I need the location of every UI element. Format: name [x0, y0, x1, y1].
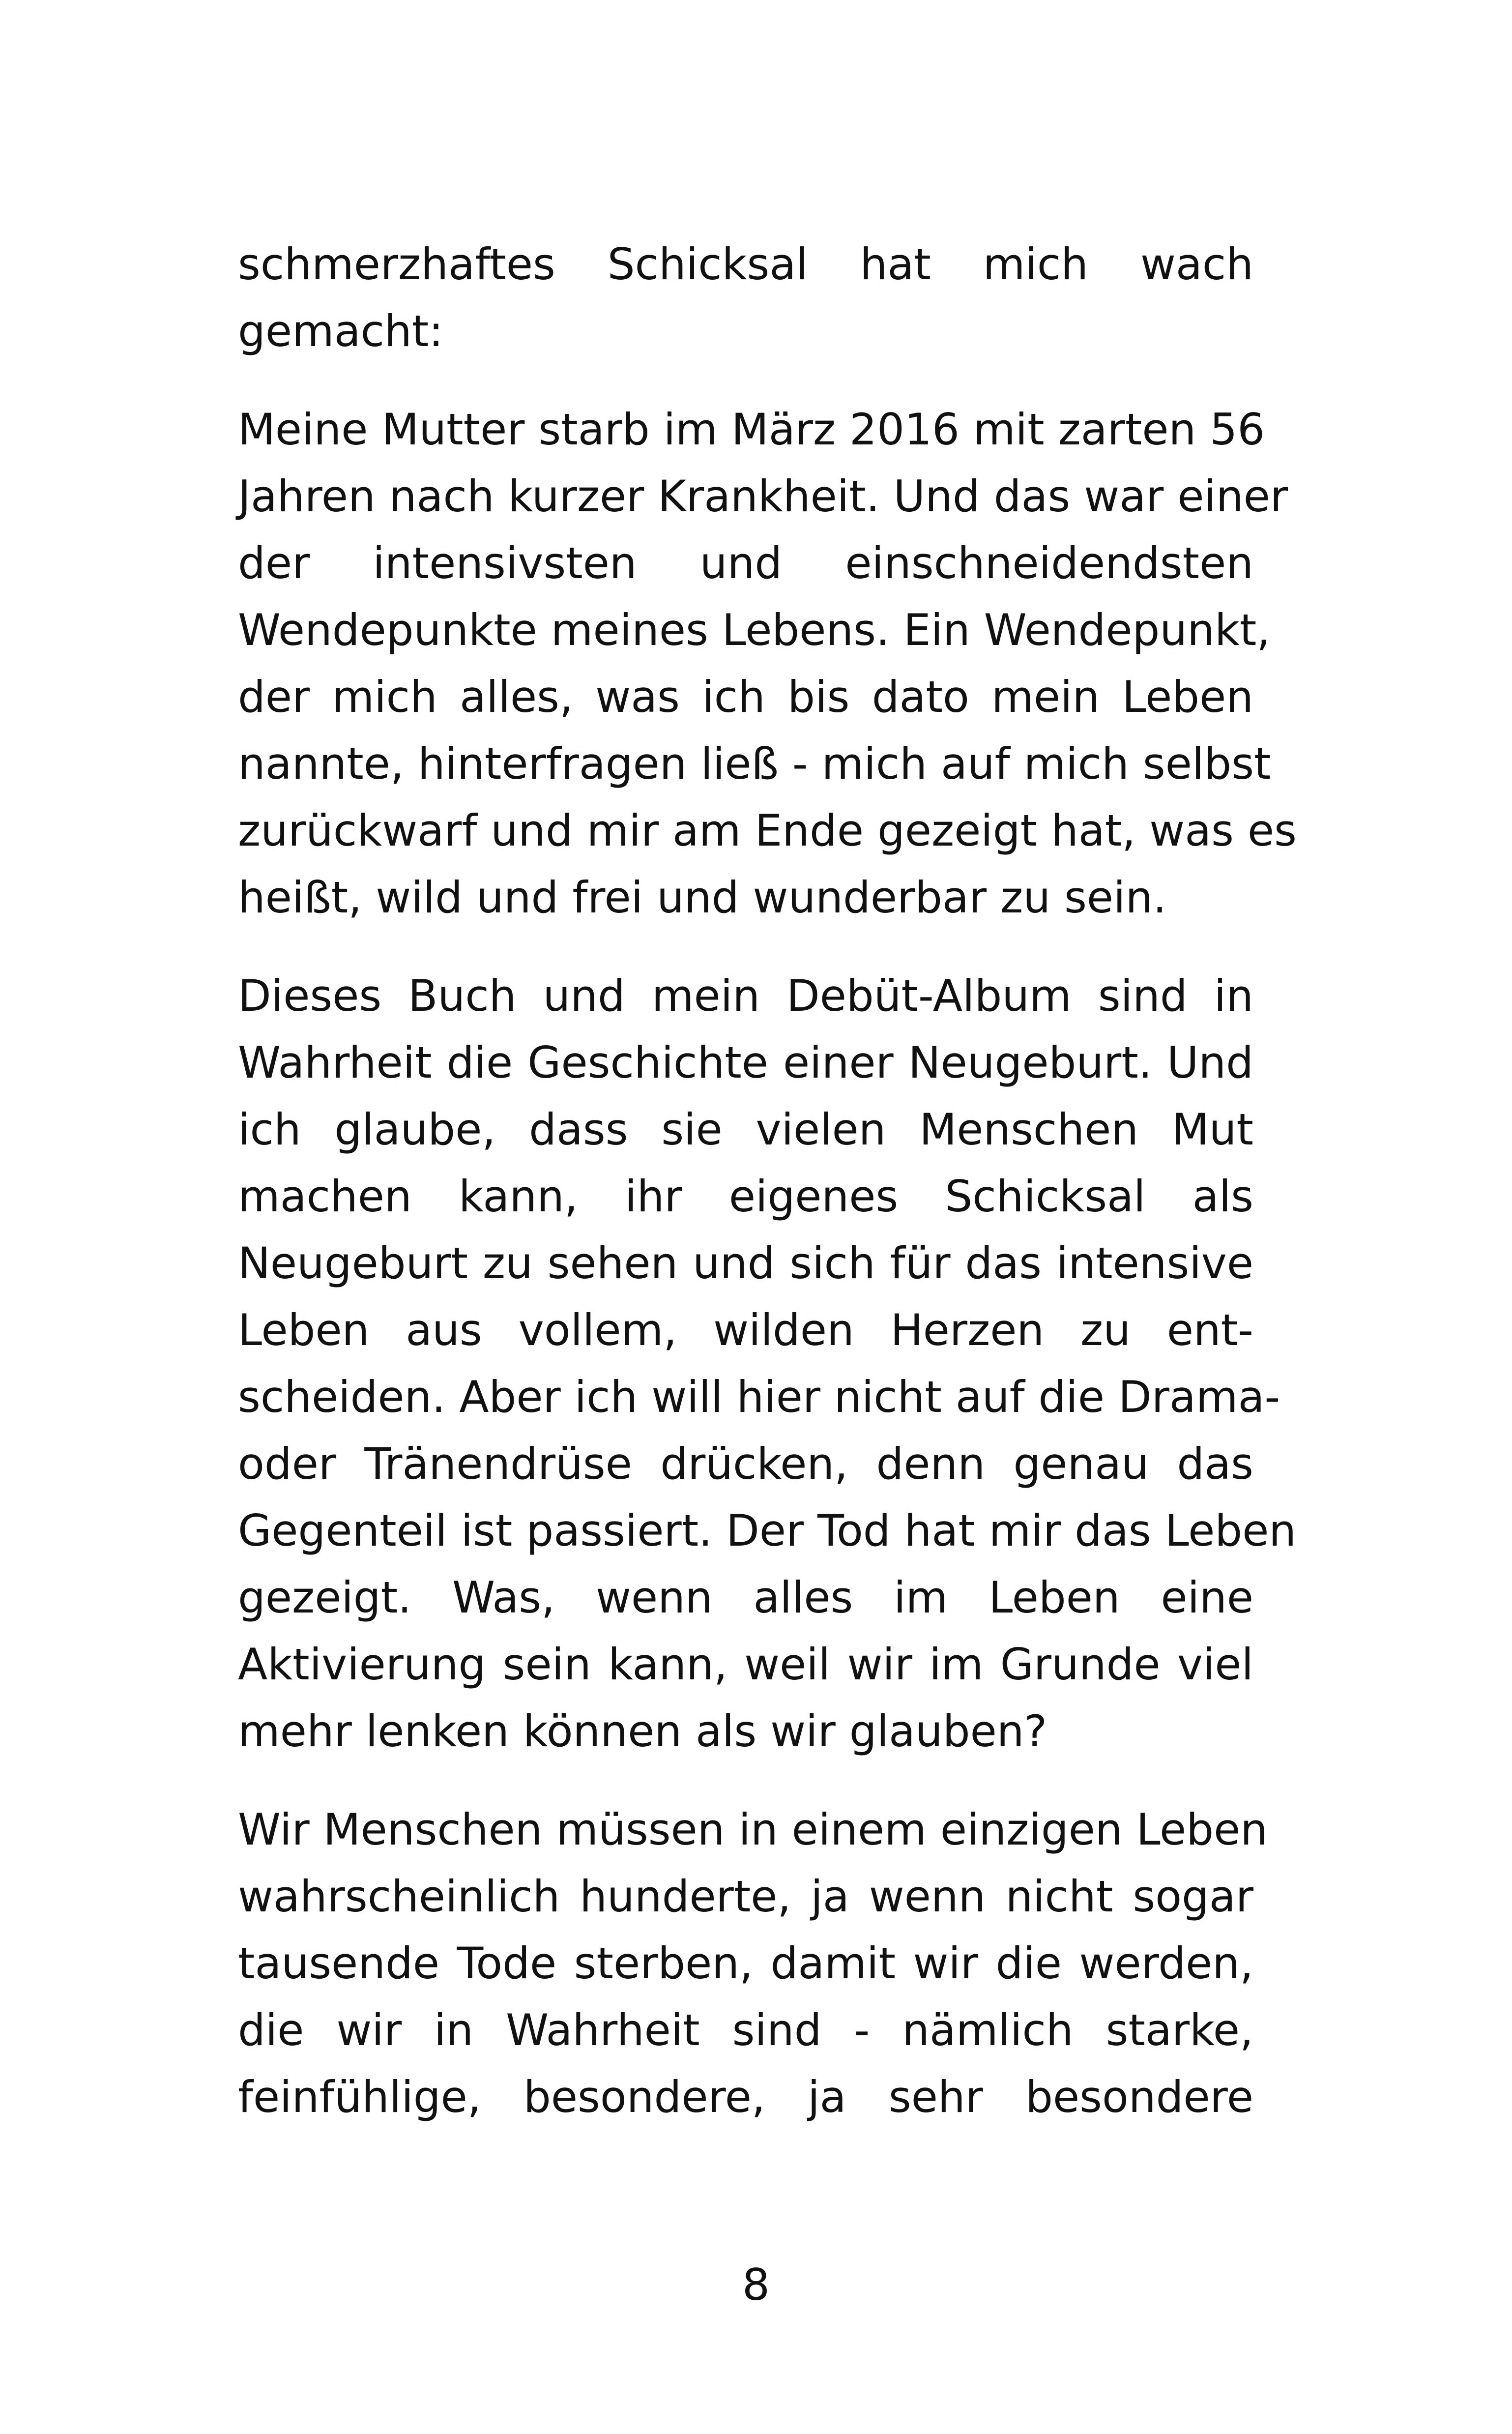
text-line: Wendepunkte meines Lebens. Ein Wendepunkt,: [238, 605, 1271, 655]
body-text: [238, 231, 1297, 2162]
text-line: Wahrheit die Geschichte einer Neugeburt. Und: [238, 1037, 1253, 1088]
paragraph: [238, 1796, 1268, 2131]
text-line: tausende Tode sterben, damit wir die werden,: [238, 1938, 1253, 1989]
text-line: Meine Mutter starb im März 2016 mit zarten 56: [238, 404, 1265, 455]
text-line: wahrscheinlich hunderte, ja wenn nicht sogar: [238, 1871, 1253, 1922]
text-line: feinfühlige, besondere, ja sehr besondere: [238, 2072, 1253, 2122]
paragraph: [238, 963, 1297, 1765]
text-line: zurückwarf und mir am Ende gezeigt hat, was es: [238, 805, 1297, 856]
text-line: die wir in Wahrheit sind - nämlich starke,: [238, 2005, 1253, 2055]
text-line: machen kann, ihr eigenes Schicksal als: [238, 1171, 1253, 1222]
text-line: oder Tränendrüse drücken, denn genau das: [238, 1438, 1253, 1489]
text-line: scheiden. Aber ich will hier nicht auf die Drama-: [238, 1372, 1280, 1422]
text-line: gemacht:: [238, 306, 443, 356]
text-line: mehr lenken können als wir glauben?: [238, 1706, 1047, 1757]
text-line: Jahren nach kurzer Krankheit. Und das war einer: [238, 471, 1288, 522]
text-line: gezeigt. Was, wenn alles im Leben eine: [238, 1572, 1253, 1623]
text-line: Aktivierung sein kann, weil wir im Grunde viel: [238, 1639, 1253, 1690]
text-line: Gegenteil ist passiert. Der Tod hat mir das Leben: [238, 1505, 1297, 1556]
paragraph: [238, 231, 1253, 365]
text-line: Wir Menschen müssen in einem einzigen Leben: [238, 1804, 1268, 1855]
text-line: der intensivsten und einschneidendsten: [238, 538, 1253, 588]
text-line: Leben aus vollem, wilden Herzen zu ent-: [238, 1305, 1253, 1355]
text-line: Dieses Buch und mein Debüt-Album sind in: [238, 970, 1253, 1021]
paragraph: [238, 396, 1297, 931]
text-line: Neugeburt zu sehen und sich für das intensive: [238, 1238, 1253, 1289]
text-line: ich glaube, dass sie vielen Menschen Mut: [238, 1104, 1253, 1155]
text-line: nannte, hinterfragen ließ - mich auf mich selbst: [238, 738, 1271, 789]
text-line: der mich alles, was ich bis dato mein Leben: [238, 672, 1253, 722]
page-number: 8: [742, 2259, 770, 2310]
text-line: schmerzhaftes Schicksal hat mich wach: [238, 239, 1253, 290]
text-line: heißt, wild und frei und wunderbar zu sein.: [238, 872, 1167, 923]
